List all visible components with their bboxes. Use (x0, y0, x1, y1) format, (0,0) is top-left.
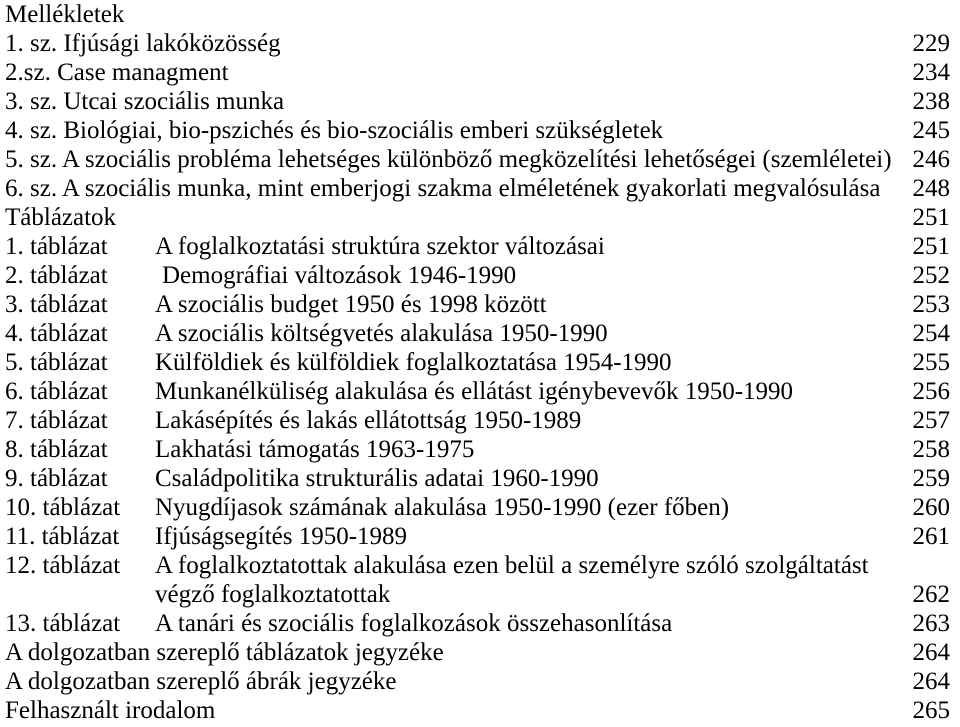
appendix-entry (5, 145, 950, 174)
page-number: 262 (912, 581, 950, 608)
end-entry (5, 667, 950, 696)
page-number: 229 (912, 30, 950, 57)
table-title: Nyugdíjasok számának alakulása 1950-1990 (ezer főben) (155, 494, 730, 521)
table-entry (5, 609, 950, 638)
page-number: 251 (912, 233, 950, 260)
table-entry (5, 348, 950, 377)
end-entry-label: A dolgozatban szereplő táblázatok jegyzéke (5, 639, 444, 666)
appendices-heading: Mellékletek (5, 1, 125, 28)
tables-heading: Táblázatok (5, 204, 117, 231)
table-entry (5, 464, 950, 493)
table-entry-text (5, 406, 581, 435)
page-number: 264 (912, 639, 950, 666)
table-entry-text (5, 551, 869, 580)
appendix-label: 4. sz. Biológiai, bio-pszichés és bio-szociális emberi szükségletek (5, 117, 664, 144)
table-entry (5, 261, 950, 290)
table-entry-text (5, 493, 729, 522)
end-entry (5, 696, 950, 725)
table-title: A foglalkoztatási struktúra szektor változásai (155, 233, 605, 260)
table-entry (5, 551, 950, 580)
table-entry (5, 493, 950, 522)
page-number: 259 (912, 465, 950, 492)
page-number: 253 (912, 291, 950, 318)
appendix-label: 6. sz. A szociális munka, mint emberjogi szakma elméletének gyakorlati megvalósulása (5, 175, 881, 202)
table-number: 1. táblázat (5, 233, 108, 260)
table-title: A tanári és szociális foglalkozások összehasonlítása (155, 610, 673, 637)
page-number: 264 (912, 668, 950, 695)
table-entry (5, 377, 950, 406)
table-number: 4. táblázat (5, 320, 108, 347)
table-number: 6. táblázat (5, 378, 108, 405)
page-number: 261 (912, 523, 950, 550)
page-number: 234 (912, 59, 950, 86)
table-entry-continuation (5, 580, 950, 609)
table-title: Külföldiek és külföldiek foglalkoztatása 1954-1990 (155, 349, 672, 376)
table-title: A foglalkoztatottak alakulása ezen belül a személyre szóló szolgáltatást (155, 552, 869, 579)
table-entry-text (5, 348, 672, 377)
table-number: 2. táblázat (5, 262, 108, 289)
table-entry-text (5, 609, 672, 638)
page-number: 255 (912, 349, 950, 376)
page-number: 260 (912, 494, 950, 521)
table-entry-text (5, 290, 547, 319)
table-entry (5, 319, 950, 348)
table-entry-text (5, 522, 407, 551)
table-entry (5, 406, 950, 435)
page-number: 238 (912, 88, 950, 115)
page-number: 252 (912, 262, 950, 289)
end-entry-label: Felhasznált irodalom (5, 697, 216, 724)
page-number: 265 (912, 697, 950, 724)
table-entry-text (5, 232, 605, 261)
table-entry (5, 232, 950, 261)
page-number: 251 (912, 204, 950, 231)
page-number: 245 (912, 117, 950, 144)
page-number: 246 (912, 146, 950, 173)
table-entry (5, 522, 950, 551)
table-entry-text (5, 261, 516, 290)
table-number: 3. táblázat (5, 291, 108, 318)
page-number: 257 (912, 407, 950, 434)
table-number: 10. táblázat (5, 494, 121, 521)
table-title-continuation: végző foglalkoztatottak (155, 581, 391, 608)
table-number: 7. táblázat (5, 407, 108, 434)
table-title: Családpolitika strukturális adatai 1960-1990 (155, 465, 599, 492)
table-title: Demográfiai változások 1946-1990 (162, 262, 517, 289)
page-number: 256 (912, 378, 950, 405)
page-number: 248 (912, 175, 950, 202)
appendix-label: 1. sz. Ifjúsági lakóközösség (5, 30, 281, 57)
end-entry (5, 638, 950, 667)
table-entry (5, 435, 950, 464)
table-number: 9. táblázat (5, 465, 108, 492)
appendices-heading-row (5, 0, 950, 29)
appendix-entry (5, 58, 950, 87)
table-number: 8. táblázat (5, 436, 108, 463)
tables-heading-row (5, 203, 950, 232)
table-title: Lakásépítés és lakás ellátottság 1950-1989 (155, 407, 582, 434)
appendix-label: 2.sz. Case managment (5, 59, 229, 86)
table-entry-text (5, 464, 599, 493)
appendix-entry (5, 174, 950, 203)
appendix-entry (5, 29, 950, 58)
end-entry-label: A dolgozatban szereplő ábrák jegyzéke (5, 668, 397, 695)
table-number: 12. táblázat (5, 552, 121, 579)
appendix-label: 3. sz. Utcai szociális munka (5, 88, 285, 115)
table-entry-text (5, 580, 390, 609)
appendix-entry (5, 116, 950, 145)
table-entry-text (5, 377, 793, 406)
table-title: A szociális budget 1950 és 1998 között (155, 291, 547, 318)
table-entry-text (5, 319, 608, 348)
table-number: 5. táblázat (5, 349, 108, 376)
table-title: Munkanélküliség alakulása és ellátást igénybevevők 1950-1990 (155, 378, 794, 405)
appendix-label: 5. sz. A szociális probléma lehetséges különböző megközelítési lehetőségei (szemléletei) (5, 146, 892, 173)
table-title: Ifjúságsegítés 1950-1989 (155, 523, 408, 550)
table-title: A szociális költségvetés alakulása 1950-1990 (155, 320, 608, 347)
table-number: 11. táblázat (5, 523, 120, 550)
page-number: 258 (912, 436, 950, 463)
table-entry-text (5, 435, 474, 464)
table-title: Lakhatási támogatás 1963-1975 (155, 436, 475, 463)
page-number: 263 (912, 610, 950, 637)
appendix-entry (5, 87, 950, 116)
page-number: 254 (912, 320, 950, 347)
table-entry (5, 290, 950, 319)
table-number: 13. táblázat (5, 610, 121, 637)
